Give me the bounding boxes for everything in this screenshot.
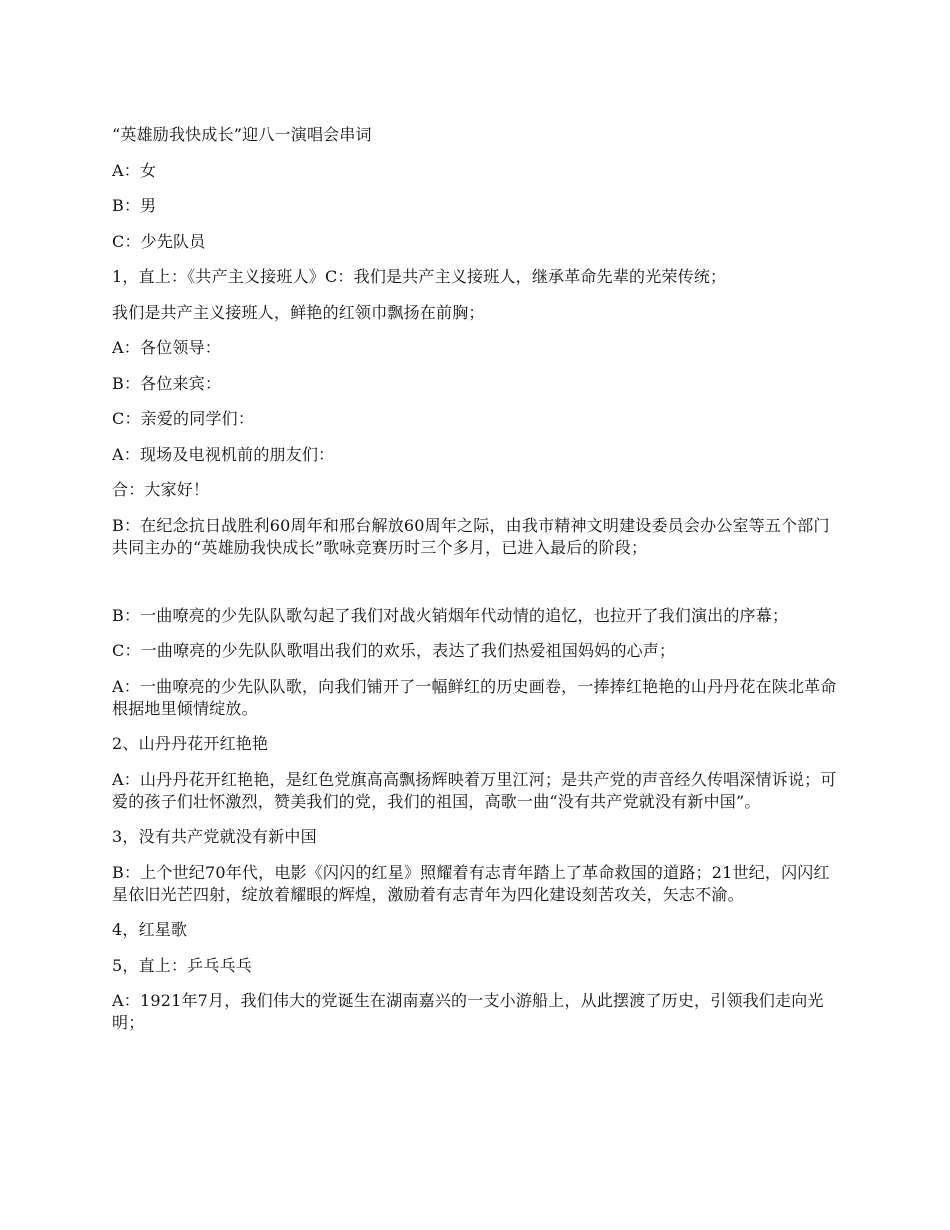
paragraph: A：1921年7月，我们伟大的党诞生在湖南嘉兴的一支小游船上，从此摆渡了历史，引领我们走向光明；	[112, 991, 824, 1032]
paragraph: A：各位领导：	[112, 338, 221, 357]
program-item-5: 5，直上：乒乓乓乓	[112, 955, 252, 975]
document-body	[112, 124, 842, 1048]
paragraph: C：亲爱的同学们：	[112, 409, 255, 428]
paragraph: B：各位来宾：	[112, 373, 222, 393]
paragraph: 合：大家好！	[112, 480, 210, 499]
role-line-c: C：少先队员	[112, 231, 206, 251]
program-item-3: 3，没有共产党就没有新中国	[112, 827, 317, 846]
program-item-1: 1，直上：《共产主义接班人》C：我们是共产主义接班人，继承革命先辈的光荣传统；	[112, 267, 727, 286]
paragraph: C：一曲嘹亮的少先队队歌唱出我们的欢乐，表达了我们热爱祖国妈妈的心声；	[112, 641, 676, 660]
paragraph: 我们是共产主义接班人，鲜艳的红领巾飘扬在前胸；	[112, 302, 485, 322]
paragraph: A：山丹丹花开红艳艳，是红色党旗高高飘扬辉映着万里江河；是共产党的声音经久传唱深情诉说；可爱的孩子们壮怀激烈，赞美我们的党，我们的祖国，高歌一曲“没有共产党就没有新中国”。	[112, 769, 837, 811]
program-item-4: 4，红星歌	[112, 920, 188, 939]
paragraph: B：在纪念抗日战胜利60周年和邢台解放60周年之际，由我市精神文明建设委员会办公室等五个部门共同主办的“英雄励我快成长”歌咏竞赛历时三个多月，已进入最后的阶段；	[112, 515, 830, 557]
document-title: “英雄励我快成长”迎八一演唱会串词	[112, 125, 372, 144]
program-item-2: 2、山丹丹花开红艳艳	[112, 734, 269, 753]
paragraph: A：一曲嘹亮的少先队队歌，向我们铺开了一幅鲜红的历史画卷，一捧捧红艳艳的山丹丹花在陕北革命根据地里倾情绽放。	[112, 676, 837, 718]
paragraph: A：现场及电视机前的朋友们：	[112, 444, 335, 464]
role-line-a: A：女	[112, 160, 157, 180]
paragraph: B：一曲嘹亮的少先队队歌勾起了我们对战火销烟年代动情的追忆，也拉开了我们演出的序幕；	[112, 605, 789, 625]
role-line-b: B：男	[112, 196, 157, 215]
paragraph: B：上个世纪70年代，电影《闪闪的红星》照耀着有志青年踏上了革命救国的道路；21世纪，闪闪红星依旧光芒四射，绽放着耀眼的辉煌，激励着有志青年为四化建设刻苦攻关，矢志不渝。	[112, 862, 830, 904]
